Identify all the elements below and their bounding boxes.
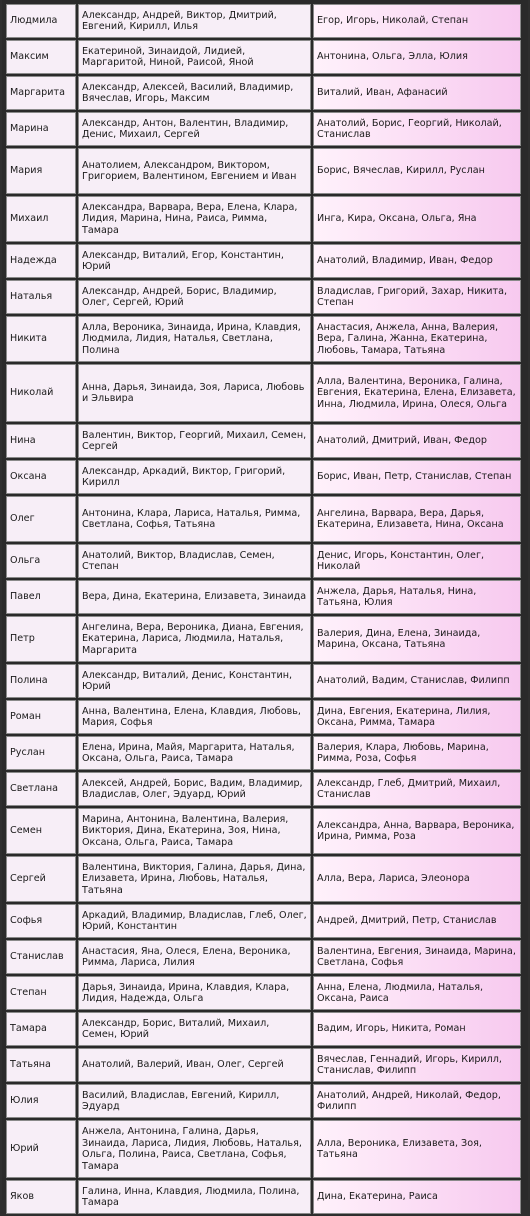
incompatible-names-cell: Анатолий, Вадим, Станислав, Филипп [313,664,521,698]
name-cell: Роман [6,700,76,734]
name-cell: Олег [6,496,76,542]
name-cell: Станислав [6,940,76,974]
name-cell: Максим [6,40,76,74]
table-row [6,904,521,938]
compatible-names-cell: Валентин, Виктор, Георгий, Михаил, Семен, Сергей [78,424,311,458]
incompatible-names-cell: Виталий, Иван, Афанасий [313,76,521,110]
incompatible-names-cell: Валерия, Дина, Елена, Зинаида, Марина, Оксана, Татьяна [313,616,521,662]
name-cell: Людмила [6,4,76,38]
compatible-names-cell: Дарья, Зинаида, Ирина, Клавдия, Клара, Лидия, Надежда, Ольга [78,976,311,1010]
name-cell: Татьяна [6,1048,76,1082]
table-row [6,772,521,806]
incompatible-names-cell: Инга, Кира, Оксана, Ольга, Яна [313,196,521,242]
compatible-names-cell: Аркадий, Владимир, Владислав, Глеб, Олег, Юрий, Константин [78,904,311,938]
compatible-names-cell: Алла, Вероника, Зинаида, Ирина, Клавдия, Людмила, Лидия, Наталья, Светлана, Полина [78,316,311,362]
table-row [6,424,521,458]
table-frame [2,0,528,1208]
table-row [6,1012,521,1046]
compatible-names-cell: Анастасия, Яна, Олеся, Елена, Вероника, Римма, Лариса, Лилия [78,940,311,974]
table-row [6,148,521,194]
compatible-names-cell: Анатолий, Валерий, Иван, Олег, Сергей [78,1048,311,1082]
table-row [6,4,521,38]
table-row [6,496,521,542]
name-cell: Сергей [6,856,76,902]
incompatible-names-cell: Анна, Елена, Людмила, Наталья, Оксана, Раиса [313,976,521,1010]
table-row [6,364,521,422]
name-cell: Семен [6,808,76,854]
compatible-names-cell: Александр, Виталий, Егор, Константин, Юрий [78,244,311,278]
name-cell: Марина [6,112,76,146]
incompatible-names-cell: Анатолий, Андрей, Николай, Федор, Филипп [313,1084,521,1118]
compatible-names-cell: Галина, Инна, Клавдия, Людмила, Полина, Тамара [78,1180,311,1214]
name-cell: Нина [6,424,76,458]
compatible-names-cell: Елена, Ирина, Майя, Маргарита, Наталья, Оксана, Ольга, Раиса, Тамара [78,736,311,770]
incompatible-names-cell: Владислав, Григорий, Захар, Никита, Степан [313,280,521,314]
compatible-names-cell: Александр, Антон, Валентин, Владимир, Денис, Михаил, Сергей [78,112,311,146]
table-row [6,700,521,734]
name-cell: Софья [6,904,76,938]
name-cell: Наталья [6,280,76,314]
incompatible-names-cell: Алла, Вероника, Елизавета, Зоя, Татьяна [313,1120,521,1178]
name-cell: Светлана [6,772,76,806]
compatible-names-cell: Ангелина, Вера, Вероника, Диана, Евгения, Екатерина, Лариса, Людмила, Наталья, Маргарита [78,616,311,662]
table-row [6,976,521,1010]
compatible-names-cell: Алексей, Андрей, Борис, Вадим, Владимир, Владислав, Олег, Эдуард, Юрий [78,772,311,806]
name-cell: Павел [6,580,76,614]
incompatible-names-cell: Антонина, Ольга, Элла, Юлия [313,40,521,74]
table-row [6,1084,521,1118]
table-row [6,112,521,146]
incompatible-names-cell: Анжела, Дарья, Наталья, Нина, Татьяна, Юлия [313,580,521,614]
table-row [6,808,521,854]
incompatible-names-cell: Дина, Евгения, Екатерина, Лилия, Оксана, Римма, Тамара [313,700,521,734]
compatible-names-cell: Марина, Антонина, Валентина, Валерия, Виктория, Дина, Екатерина, Зоя, Нина, Оксана, Ольга, Раиса, Тамара [78,808,311,854]
table-body [6,4,521,1214]
name-cell: Руслан [6,736,76,770]
compatible-names-cell: Анна, Валентина, Елена, Клавдия, Любовь, Мария, Софья [78,700,311,734]
compatible-names-cell: Анна, Дарья, Зинаида, Зоя, Лариса, Любовь и Эльвира [78,364,311,422]
incompatible-names-cell: Дина, Екатерина, Раиса [313,1180,521,1214]
table-row [6,940,521,974]
incompatible-names-cell: Анастасия, Анжела, Анна, Валерия, Вера, Галина, Жанна, Екатерина, Любовь, Тамара, Татьяна [313,316,521,362]
table-row [6,316,521,362]
table-row [6,244,521,278]
compatible-names-cell: Александр, Борис, Виталий, Михаил, Семен, Юрий [78,1012,311,1046]
name-cell: Никита [6,316,76,362]
table-row [6,76,521,110]
incompatible-names-cell: Вячеслав, Геннадий, Игорь, Кирилл, Станислав, Филипп [313,1048,521,1082]
incompatible-names-cell: Александра, Анна, Варвара, Вероника, Ирина, Римма, Роза [313,808,521,854]
compatible-names-cell: Александр, Андрей, Виктор, Дмитрий, Евгений, Кирилл, Илья [78,4,311,38]
compatible-names-cell: Анжела, Антонина, Галина, Дарья, Зинаида, Лариса, Лидия, Любовь, Наталья, Ольга, Полина, Раиса, Светлана, Софья, Тамара [78,1120,311,1178]
table-row [6,616,521,662]
name-cell: Юрий [6,1120,76,1178]
name-cell: Юлия [6,1084,76,1118]
incompatible-names-cell: Анатолий, Дмитрий, Иван, Федор [313,424,521,458]
name-cell: Маргарита [6,76,76,110]
incompatible-names-cell: Борис, Вячеслав, Кирилл, Руслан [313,148,521,194]
compatible-names-cell: Александр, Виталий, Денис, Константин, Юрий [78,664,311,698]
table-row [6,856,521,902]
compatible-names-cell: Анатолий, Виктор, Владислав, Семен, Степан [78,544,311,578]
name-cell: Надежда [6,244,76,278]
table-row [6,196,521,242]
incompatible-names-cell: Алла, Вера, Лариса, Элеонора [313,856,521,902]
compatible-names-cell: Александр, Андрей, Борис, Владимир, Олег, Сергей, Юрий [78,280,311,314]
name-cell: Степан [6,976,76,1010]
name-cell: Яков [6,1180,76,1214]
table-row [6,736,521,770]
table-row [6,460,521,494]
incompatible-names-cell: Ангелина, Варвара, Вера, Дарья, Екатерина, Елизавета, Нина, Оксана [313,496,521,542]
incompatible-names-cell: Анатолий, Борис, Георгий, Николай, Станислав [313,112,521,146]
name-cell: Петр [6,616,76,662]
table-row [6,40,521,74]
incompatible-names-cell: Денис, Игорь, Константин, Олег, Николай [313,544,521,578]
table-row [6,664,521,698]
incompatible-names-cell: Валерия, Клара, Любовь, Марина, Римма, Роза, Софья [313,736,521,770]
name-compatibility-table [4,2,523,1216]
table-row [6,1180,521,1214]
compatible-names-cell: Екатериной, Зинаидой, Лидией, Маргаритой, Ниной, Раисой, Яной [78,40,311,74]
incompatible-names-cell: Александр, Глеб, Дмитрий, Михаил, Станислав [313,772,521,806]
incompatible-names-cell: Егор, Игорь, Николай, Степан [313,4,521,38]
name-cell: Мария [6,148,76,194]
compatible-names-cell: Анатолием, Александром, Виктором, Григорием, Валентином, Евгением и Иван [78,148,311,194]
table-row [6,280,521,314]
incompatible-names-cell: Анатолий, Владимир, Иван, Федор [313,244,521,278]
compatible-names-cell: Александр, Аркадий, Виктор, Григорий, Кирилл [78,460,311,494]
name-cell: Ольга [6,544,76,578]
table-row [6,1048,521,1082]
incompatible-names-cell: Вадим, Игорь, Никита, Роман [313,1012,521,1046]
compatible-names-cell: Вера, Дина, Екатерина, Елизавета, Зинаида [78,580,311,614]
table-row [6,580,521,614]
compatible-names-cell: Валентина, Виктория, Галина, Дарья, Дина, Елизавета, Ирина, Любовь, Наталья, Татьяна [78,856,311,902]
name-cell: Тамара [6,1012,76,1046]
name-cell: Николай [6,364,76,422]
table-row [6,544,521,578]
name-cell: Оксана [6,460,76,494]
name-cell: Полина [6,664,76,698]
compatible-names-cell: Александр, Алексей, Василий, Владимир, Вячеслав, Игорь, Максим [78,76,311,110]
incompatible-names-cell: Валентина, Евгения, Зинаида, Марина, Светлана, Софья [313,940,521,974]
compatible-names-cell: Антонина, Клара, Лариса, Наталья, Римма, Светлана, Софья, Татьяна [78,496,311,542]
compatible-names-cell: Василий, Владислав, Евгений, Кирилл, Эдуард [78,1084,311,1118]
table-row [6,1120,521,1178]
name-cell: Михаил [6,196,76,242]
incompatible-names-cell: Борис, Иван, Петр, Станислав, Степан [313,460,521,494]
incompatible-names-cell: Андрей, Дмитрий, Петр, Станислав [313,904,521,938]
compatible-names-cell: Александра, Варвара, Вера, Елена, Клара, Лидия, Марина, Нина, Раиса, Римма, Тамара [78,196,311,242]
incompatible-names-cell: Алла, Валентина, Вероника, Галина, Евгения, Екатерина, Елена, Елизавета, Инна, Людмила, Ирина, Олеся, Ольга [313,364,521,422]
